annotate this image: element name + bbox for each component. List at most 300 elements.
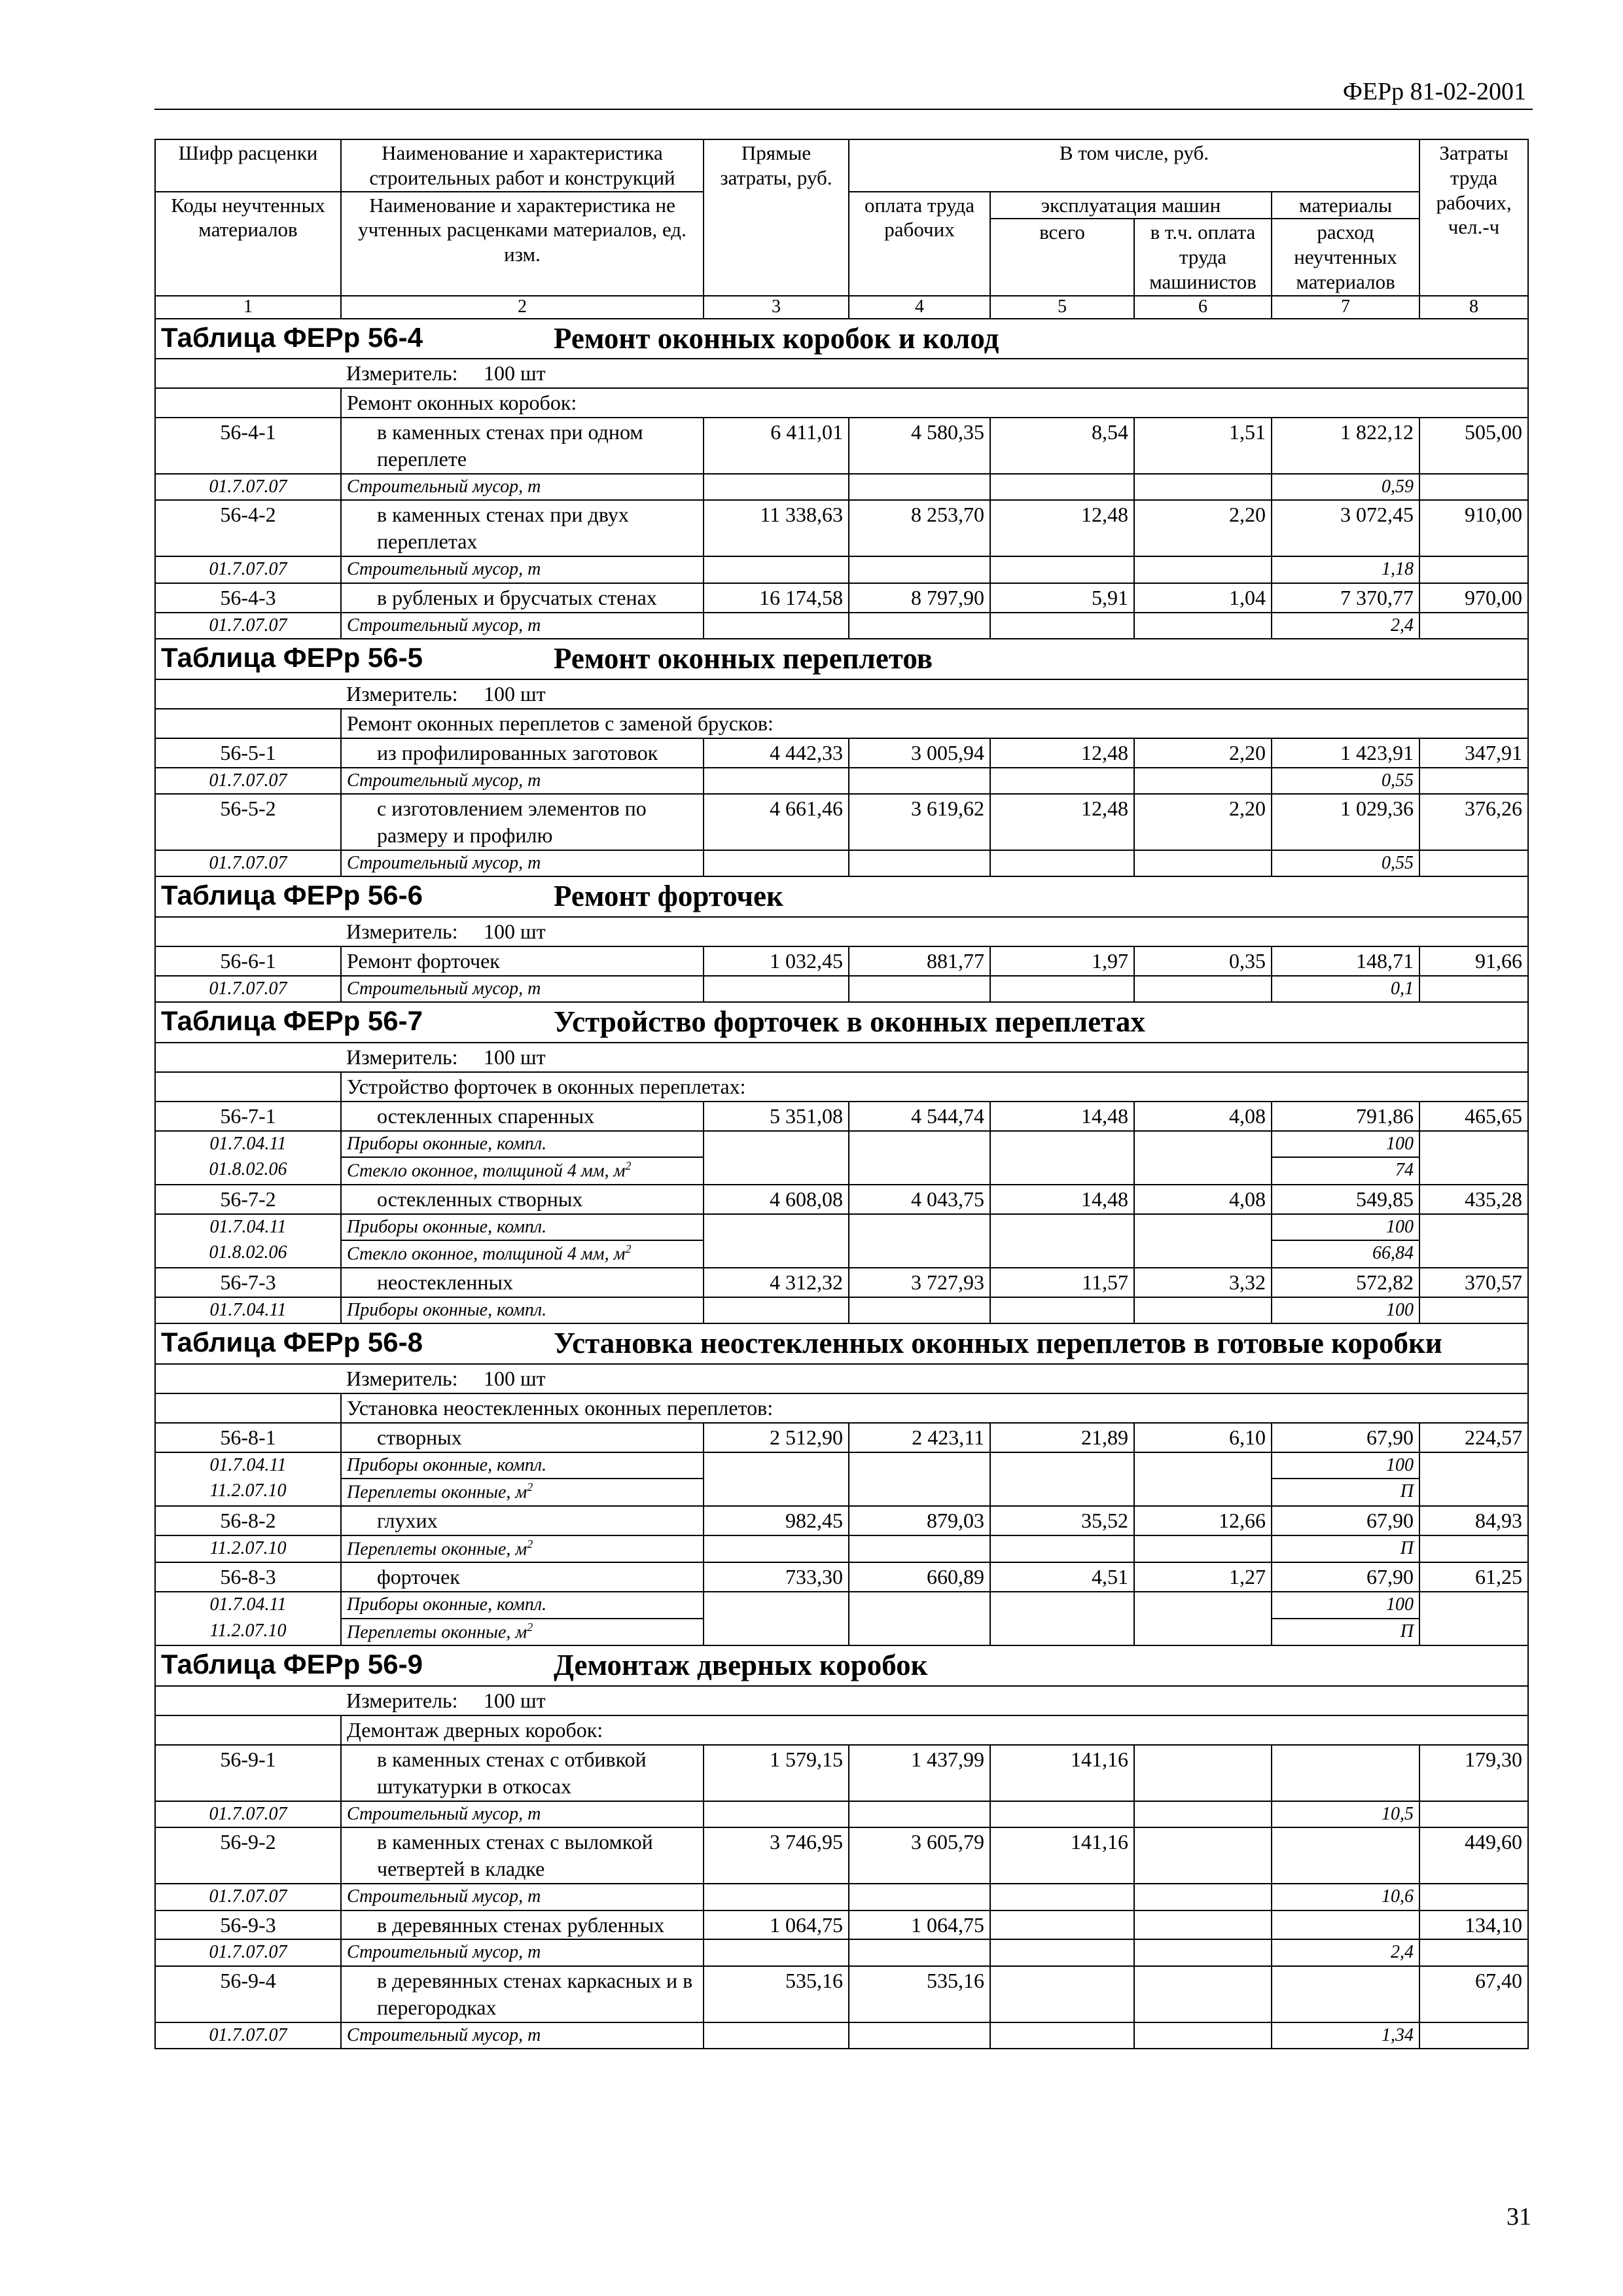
material-qty: 66,84 [1272,1240,1419,1268]
table-title-row [155,639,1528,679]
material-row [155,1884,1528,1910]
rate-mach-labor: 4,08 [1134,1185,1272,1214]
measure-caption: Измеритель: [346,1689,458,1712]
rate-direct: 4 312,32 [704,1268,849,1297]
rate-code: 56-7-3 [155,1268,341,1297]
rate-mach: 5,91 [990,583,1134,613]
rate-mach-labor: 6,10 [1134,1423,1272,1452]
rate-code: 56-8-1 [155,1423,341,1452]
rate-mach-labor [1134,1910,1272,1940]
col-head-mat-names: Наименование и характеристика не учтенных расценками материалов, ед. изм. [341,192,704,296]
rate-mach [990,1966,1134,2022]
rate-mach: 14,48 [990,1102,1134,1131]
table-header [155,139,1528,319]
rate-name: в каменных стенах при одном переплете [377,420,643,471]
rate-row [155,500,1528,556]
rate-labor: 4 580,35 [849,418,990,474]
material-code: 01.7.07.07 [155,1884,341,1910]
rate-mach: 12,48 [990,794,1134,850]
material-row [155,1297,1528,1323]
rate-row [155,583,1528,613]
material-qty: 100 [1272,1214,1419,1240]
rate-mach: 14,48 [990,1185,1134,1214]
col-number: 6 [1134,296,1272,319]
material-code: 01.7.07.07 [155,474,341,500]
rate-code: 56-9-3 [155,1910,341,1940]
rate-hours: 179,30 [1419,1745,1528,1801]
rate-name: в каменных стенах с выломкой четвертей в кладке [377,1830,653,1881]
material-unit-power: 2 [527,1480,533,1494]
rate-hours: 91,66 [1419,946,1528,976]
material-code: 01.7.04.11 [155,1214,341,1240]
rate-materials: 1 029,36 [1272,794,1419,850]
table-title-row [155,1645,1528,1686]
col-head-code: Шифр расценки [155,139,341,192]
material-name: Строительный мусор, т [347,2024,541,2045]
material-unit-power: 2 [625,1158,632,1172]
material-code: 01.7.07.07 [155,1939,341,1965]
rate-labor: 535,16 [849,1966,990,2022]
material-name: Переплеты оконные, м [347,1482,527,1503]
measure-caption: Измеритель: [346,1045,458,1069]
rate-labor: 3 605,79 [849,1827,990,1884]
col-number: 8 [1419,296,1528,319]
material-code: 01.7.04.11 [155,1297,341,1323]
rate-name: в каменных стенах с отбивкой штукатурки в откосах [377,1747,647,1798]
material-qty: 100 [1272,1592,1419,1618]
material-qty: 100 [1272,1131,1419,1157]
material-name: Строительный мусор, т [347,1803,541,1824]
rate-row [155,1102,1528,1131]
rate-direct: 733,30 [704,1562,849,1592]
material-name: Строительный мусор, т [347,1886,541,1907]
material-row [155,1214,1528,1240]
material-unit-power: 2 [527,1537,533,1551]
rate-direct: 2 512,90 [704,1423,849,1452]
material-unit-power: 2 [625,1242,632,1256]
document-code: ФЕРр 81-02-2001 [1342,78,1526,105]
col-head-direct: Прямые затраты, руб. [704,139,849,296]
rate-direct: 11 338,63 [704,500,849,556]
col-number: 5 [990,296,1134,319]
material-name: Строительный мусор, т [347,476,541,497]
material-row [155,1452,1528,1479]
rate-materials: 549,85 [1272,1185,1419,1214]
material-qty: 0,59 [1272,474,1419,500]
rate-mach: 141,16 [990,1745,1134,1801]
table-body [155,319,1528,2049]
table-title-row [155,1323,1528,1364]
material-name: Переплеты оконные, м [347,1538,527,1559]
rate-code: 56-9-1 [155,1745,341,1801]
rate-row [155,1185,1528,1214]
rate-row [155,1745,1528,1801]
table-title: Ремонт форточек [554,880,783,913]
material-code: 01.7.07.07 [155,768,341,794]
rate-row [155,1506,1528,1535]
rate-row [155,1423,1528,1452]
rate-mach-labor: 1,04 [1134,583,1272,613]
material-qty: 10,5 [1272,1801,1419,1827]
rate-row [155,1827,1528,1884]
rate-materials [1272,1966,1419,2022]
page-number: 31 [1507,2203,1531,2231]
rate-materials: 148,71 [1272,946,1419,976]
rate-row [155,1562,1528,1592]
rate-code: 56-4-3 [155,583,341,613]
measure-unit: 100 шт [484,1689,546,1712]
table-title-row [155,1002,1528,1043]
col-number: 4 [849,296,990,319]
material-qty: П [1272,1479,1419,1506]
table-title-row [155,876,1528,917]
col-head-including: В том числе, руб. [849,139,1419,192]
material-name: Приборы оконные, компл. [347,1133,547,1154]
material-code: 11.2.07.10 [155,1619,341,1646]
group-row [155,1715,1528,1745]
material-qty: П [1272,1535,1419,1563]
rate-direct: 4 442,33 [704,738,849,768]
rate-hours: 61,25 [1419,1562,1528,1592]
rate-labor: 1 064,75 [849,1910,990,1940]
rate-labor: 8 253,70 [849,500,990,556]
rate-hours: 134,10 [1419,1910,1528,1940]
material-qty: 0,55 [1272,768,1419,794]
material-name: Стекло оконное, толщиной 4 мм, м [347,1244,626,1265]
table-title: Установка неостекленных оконных переплетов в готовые коробки [554,1327,1442,1360]
rate-materials [1272,1745,1419,1801]
group-label: Устройство форточек в оконных переплетах: [341,1072,1528,1102]
material-code: 01.7.04.11 [155,1592,341,1618]
rate-mach-labor [1134,1827,1272,1884]
material-name: Приборы оконные, компл. [347,1216,547,1237]
rate-row [155,1910,1528,1940]
measure-unit: 100 шт [484,681,546,706]
rate-materials [1272,1827,1419,1884]
rate-materials: 791,86 [1272,1102,1419,1131]
group-row [155,1072,1528,1102]
rate-labor: 3 005,94 [849,738,990,768]
material-row [155,1801,1528,1827]
rates-table [154,139,1529,2049]
material-qty: 0,1 [1272,976,1419,1002]
rate-mach-labor [1134,1745,1272,1801]
rate-mach-labor: 2,20 [1134,738,1272,768]
rate-code: 56-4-1 [155,418,341,474]
material-row [155,474,1528,500]
material-name: Строительный мусор, т [347,978,541,999]
rate-code: 56-7-2 [155,1185,341,1214]
measure-row [155,1043,1528,1072]
col-head-mat-codes: Коды неучтенных материалов [155,192,341,296]
group-label: Ремонт оконных переплетов с заменой брусков: [341,709,1528,738]
measure-row [155,1686,1528,1715]
rate-mach-labor: 1,27 [1134,1562,1272,1592]
rate-direct: 982,45 [704,1506,849,1535]
col-head-materials: материалы [1272,192,1419,219]
material-name: Строительный мусор, т [347,770,541,791]
rate-mach-labor: 3,32 [1134,1268,1272,1297]
material-qty: 2,4 [1272,1939,1419,1965]
material-qty: П [1272,1619,1419,1646]
rate-hours: 376,26 [1419,794,1528,850]
table-title-row [155,319,1528,359]
col-number: 1 [155,296,341,319]
measure-row [155,359,1528,388]
material-code: 01.7.07.07 [155,556,341,583]
material-row [155,613,1528,639]
rate-labor: 4 544,74 [849,1102,990,1131]
table-title: Демонтаж дверных коробок [554,1649,928,1682]
table-label: Таблица ФЕРр 56-9 [161,1649,423,1680]
rate-hours: 505,00 [1419,418,1528,474]
rate-materials: 3 072,45 [1272,500,1419,556]
material-name: Приборы оконные, компл. [347,1594,547,1615]
rate-direct: 4 661,46 [704,794,849,850]
group-label: Установка неостекленных оконных переплетов: [341,1393,1528,1423]
measure-caption: Измеритель: [346,1366,458,1390]
rate-hours: 224,57 [1419,1423,1528,1452]
group-label: Демонтаж дверных коробок: [341,1715,1528,1745]
material-row [155,1240,1528,1268]
rate-mach: 141,16 [990,1827,1134,1884]
rate-hours: 67,40 [1419,1966,1528,2022]
material-name: Переплеты оконные, м [347,1622,527,1643]
rate-name: из профилированных заготовок [377,740,658,764]
rate-name: в каменных стенах при двух переплетах [377,503,629,554]
table-label: Таблица ФЕРр 56-7 [161,1005,423,1037]
rate-code: 56-5-1 [155,738,341,768]
material-row [155,1131,1528,1157]
material-name: Стекло оконное, толщиной 4 мм, м [347,1160,626,1181]
rate-row [155,738,1528,768]
col-head-machines: эксплуатация машин [990,192,1272,219]
rate-row [155,1966,1528,2022]
material-row [155,1619,1528,1646]
rate-code: 56-9-4 [155,1966,341,2022]
rate-direct: 16 174,58 [704,583,849,613]
material-code: 01.7.07.07 [155,2022,341,2049]
table-label: Таблица ФЕРр 56-6 [161,880,423,911]
rate-mach: 11,57 [990,1268,1134,1297]
measure-unit: 100 шт [484,1366,546,1390]
rate-row [155,418,1528,474]
material-code: 01.7.04.11 [155,1452,341,1479]
header-rule [154,109,1533,110]
measure-unit: 100 шт [484,361,546,386]
measure-unit: 100 шт [484,1045,546,1069]
col-head-hours: Затраты труда рабочих, чел.-ч [1419,139,1528,296]
material-code: 01.7.07.07 [155,976,341,1002]
material-code: 01.7.04.11 [155,1131,341,1157]
rate-labor: 3 619,62 [849,794,990,850]
rate-mach: 1,97 [990,946,1134,976]
rate-mach: 35,52 [990,1506,1134,1535]
material-row [155,850,1528,876]
rate-name: остекленных спаренных [377,1103,595,1128]
measure-unit: 100 шт [484,919,546,943]
rate-hours: 970,00 [1419,583,1528,613]
material-row [155,1157,1528,1185]
rate-materials: 67,90 [1272,1506,1419,1535]
rate-row [155,946,1528,976]
material-code: 01.7.07.07 [155,613,341,639]
rate-hours: 347,91 [1419,738,1528,768]
material-qty: 1,34 [1272,2022,1419,2049]
rate-name: с изготовлением элементов по размеру и профилю [377,796,647,847]
material-code: 11.2.07.10 [155,1479,341,1506]
material-unit-power: 2 [527,1620,533,1634]
rate-code: 56-6-1 [155,946,341,976]
col-head-mat-consumption: расход неучтенных материалов [1272,219,1419,295]
rate-mach [990,1910,1134,1940]
table-title: Ремонт оконных переплетов [554,642,933,675]
rate-mach: 4,51 [990,1562,1134,1592]
group-label: Ремонт оконных коробок: [341,388,1528,418]
material-row [155,1592,1528,1618]
rate-labor: 2 423,11 [849,1423,990,1452]
measure-caption: Измеритель: [346,919,458,943]
group-row [155,1393,1528,1423]
table-title: Устройство форточек в оконных переплетах [554,1005,1145,1039]
material-name: Приборы оконные, компл. [347,1299,547,1320]
material-qty: 100 [1272,1452,1419,1479]
material-qty: 1,18 [1272,556,1419,583]
material-row [155,1939,1528,1965]
material-code: 01.7.07.07 [155,1801,341,1827]
group-row [155,388,1528,418]
rate-labor: 881,77 [849,946,990,976]
rate-name: форточек [377,1565,460,1589]
group-row [155,709,1528,738]
rate-mach-labor [1134,1966,1272,2022]
material-code: 01.8.02.06 [155,1157,341,1185]
material-qty: 74 [1272,1157,1419,1185]
rate-name: неостекленных [377,1270,513,1294]
rate-row [155,794,1528,850]
rate-mach: 8,54 [990,418,1134,474]
rate-labor: 879,03 [849,1506,990,1535]
rate-code: 56-5-2 [155,794,341,850]
table-label: Таблица ФЕРр 56-4 [161,321,423,353]
rate-materials: 1 822,12 [1272,418,1419,474]
material-code: 11.2.07.10 [155,1535,341,1563]
rate-mach: 12,48 [990,500,1134,556]
rate-labor: 8 797,90 [849,583,990,613]
material-row [155,556,1528,583]
rate-materials: 1 423,91 [1272,738,1419,768]
rate-direct: 1 064,75 [704,1910,849,1940]
rate-direct: 1 032,45 [704,946,849,976]
rate-hours: 910,00 [1419,500,1528,556]
rate-labor: 4 043,75 [849,1185,990,1214]
measure-caption: Измеритель: [346,681,458,706]
rate-materials [1272,1910,1419,1940]
col-head-work: Наименование и характеристика строительных работ и конструкций [341,139,704,192]
material-code: 01.8.02.06 [155,1240,341,1268]
material-row [155,1535,1528,1563]
rate-mach: 21,89 [990,1423,1134,1452]
rate-name: остекленных створных [377,1187,583,1211]
rate-mach-labor: 12,66 [1134,1506,1272,1535]
table-label: Таблица ФЕРр 56-5 [161,642,423,673]
material-name: Строительный мусор, т [347,1942,541,1963]
rate-direct: 5 351,08 [704,1102,849,1131]
col-head-mach-total: всего [990,219,1134,295]
rate-name: створных [377,1425,462,1449]
rate-materials: 572,82 [1272,1268,1419,1297]
material-name: Строительный мусор, т [347,852,541,873]
rate-hours: 370,57 [1419,1268,1528,1297]
rate-labor: 1 437,99 [849,1745,990,1801]
rate-hours: 449,60 [1419,1827,1528,1884]
material-name: Строительный мусор, т [347,615,541,636]
col-number: 3 [704,296,849,319]
rate-labor: 660,89 [849,1562,990,1592]
material-qty: 100 [1272,1297,1419,1323]
material-qty: 0,55 [1272,850,1419,876]
rate-materials: 7 370,77 [1272,583,1419,613]
material-name: Приборы оконные, компл. [347,1454,547,1475]
material-row [155,1479,1528,1506]
rate-mach-labor: 1,51 [1134,418,1272,474]
measure-row [155,679,1528,709]
rate-row [155,1268,1528,1297]
rate-code: 56-9-2 [155,1827,341,1884]
col-number: 2 [341,296,704,319]
rate-mach-labor: 0,35 [1134,946,1272,976]
measure-row [155,917,1528,946]
rate-direct: 535,16 [704,1966,849,2022]
rate-materials: 67,90 [1272,1562,1419,1592]
rate-materials: 67,90 [1272,1423,1419,1452]
rate-hours: 465,65 [1419,1102,1528,1131]
rate-labor: 3 727,93 [849,1268,990,1297]
rate-mach-labor: 2,20 [1134,794,1272,850]
rate-code: 56-7-1 [155,1102,341,1131]
col-head-mach-labor: в т.ч. оплата труда машинистов [1134,219,1272,295]
rate-code: 56-4-2 [155,500,341,556]
material-qty: 10,6 [1272,1884,1419,1910]
table-title: Ремонт оконных коробок и колод [554,321,999,355]
rate-direct: 1 579,15 [704,1745,849,1801]
rate-hours: 84,93 [1419,1506,1528,1535]
measure-caption: Измеритель: [346,361,458,386]
table-label: Таблица ФЕРр 56-8 [161,1327,423,1358]
material-code: 01.7.07.07 [155,850,341,876]
rate-direct: 4 608,08 [704,1185,849,1214]
rate-code: 56-8-3 [155,1562,341,1592]
col-head-labor: оплата труда рабочих [849,192,990,296]
rate-mach: 12,48 [990,738,1134,768]
rate-direct: 3 746,95 [704,1827,849,1884]
material-row [155,768,1528,794]
material-row [155,976,1528,1002]
col-number: 7 [1272,296,1419,319]
material-row [155,2022,1528,2049]
rate-mach-labor: 4,08 [1134,1102,1272,1131]
material-name: Строительный мусор, т [347,559,541,580]
rate-direct: 6 411,01 [704,418,849,474]
rate-hours: 435,28 [1419,1185,1528,1214]
rate-name: глухих [377,1508,438,1532]
rate-name: в деревянных стенах каркасных и в перегородках [377,1968,693,2019]
rate-name: в деревянных стенах рубленных [377,1912,665,1937]
material-qty: 2,4 [1272,613,1419,639]
rate-name: Ремонт форточек [347,948,500,973]
rate-code: 56-8-2 [155,1506,341,1535]
rate-mach-labor: 2,20 [1134,500,1272,556]
